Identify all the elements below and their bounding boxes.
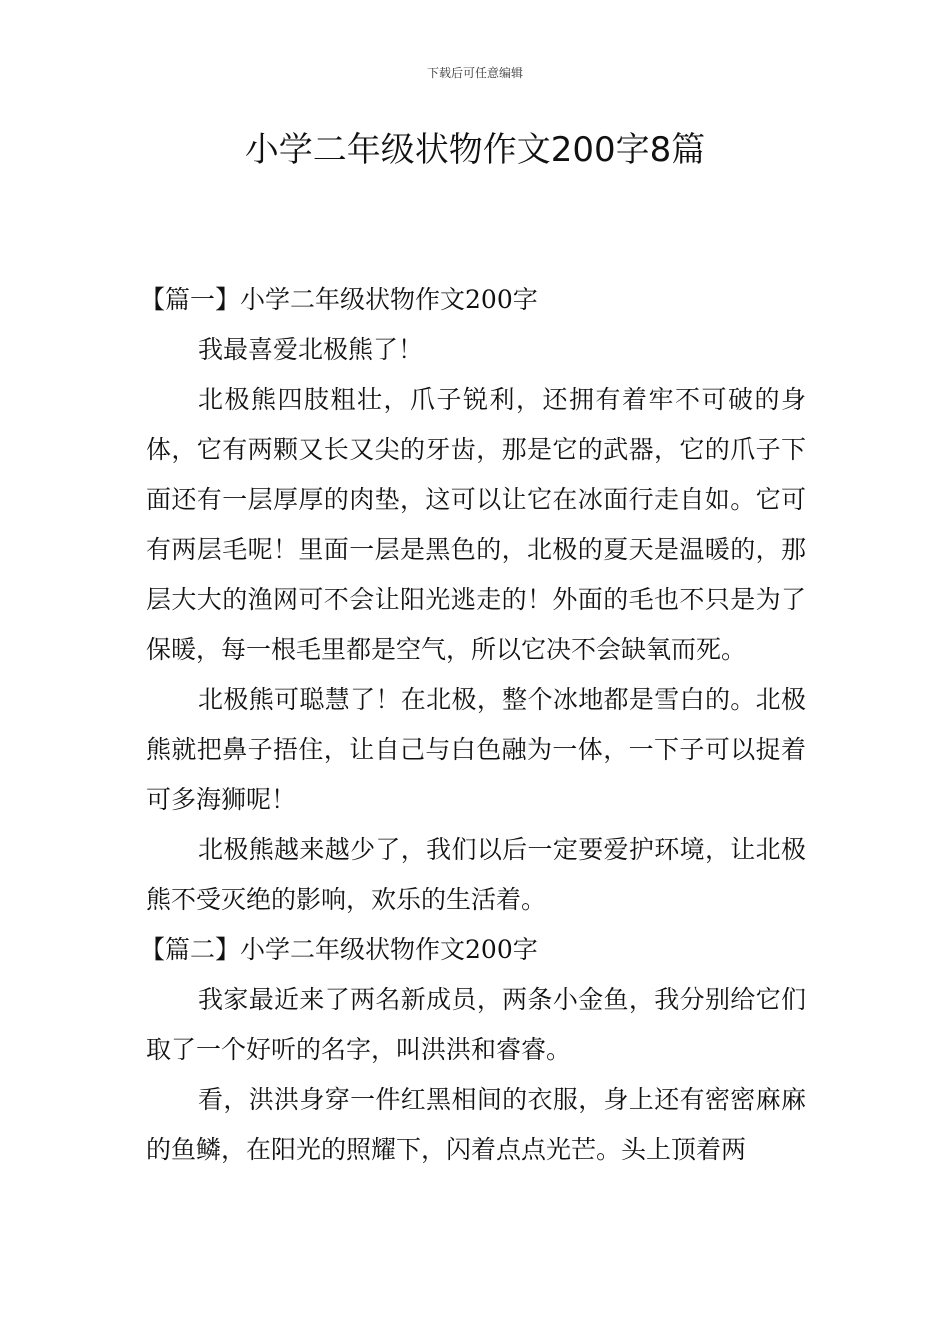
header-note: 下载后可任意编辑 <box>426 66 523 80</box>
paragraph: 我家最近来了两名新成员，两条小金鱼，我分别给它们取了一个好听的名字，叫洪洪和睿睿。 <box>146 985 806 1064</box>
paragraph: 北极熊越来越少了，我们以后一定要爱护环境，让北极熊不受灭绝的影响，欢乐的生活着。 <box>146 835 806 914</box>
paragraph: 我最喜爱北极熊了！ <box>198 335 424 364</box>
document-body <box>140 275 806 1175</box>
paragraph: 看，洪洪身穿一件红黑相间的衣服，身上还有密密麻麻的鱼鳞，在阳光的照耀下，闪着点点光芒。头上顶着两 <box>146 1085 806 1164</box>
section-2 <box>140 925 806 1175</box>
section-1 <box>140 275 806 925</box>
section-heading: 【篇一】小学二年级状物作文200字 <box>140 285 538 314</box>
paragraph: 北极熊可聪慧了！在北极，整个冰地都是雪白的。北极熊就把鼻子捂住，让自己与白色融为一体，一下子可以捉着可多海狮呢！ <box>146 685 806 814</box>
paragraph: 北极熊四肢粗壮，爪子锐利，还拥有着牢不可破的身体，它有两颗又长又尖的牙齿，那是它的武器，它的爪子下面还有一层厚厚的肉垫，这可以让它在冰面行走自如。它可有两层毛呢！里面一层是黑色的，北极的夏天是温暖的，那层大大的渔网可不会让阳光逃走的！外面的毛也不只是为了保暖，每一根毛里都是空气，所以它决不会缺氧而死。 <box>146 385 806 664</box>
section-heading: 【篇二】小学二年级状物作文200字 <box>140 935 538 964</box>
document-title: 小学二年级状物作文200字8篇 <box>244 130 706 170</box>
